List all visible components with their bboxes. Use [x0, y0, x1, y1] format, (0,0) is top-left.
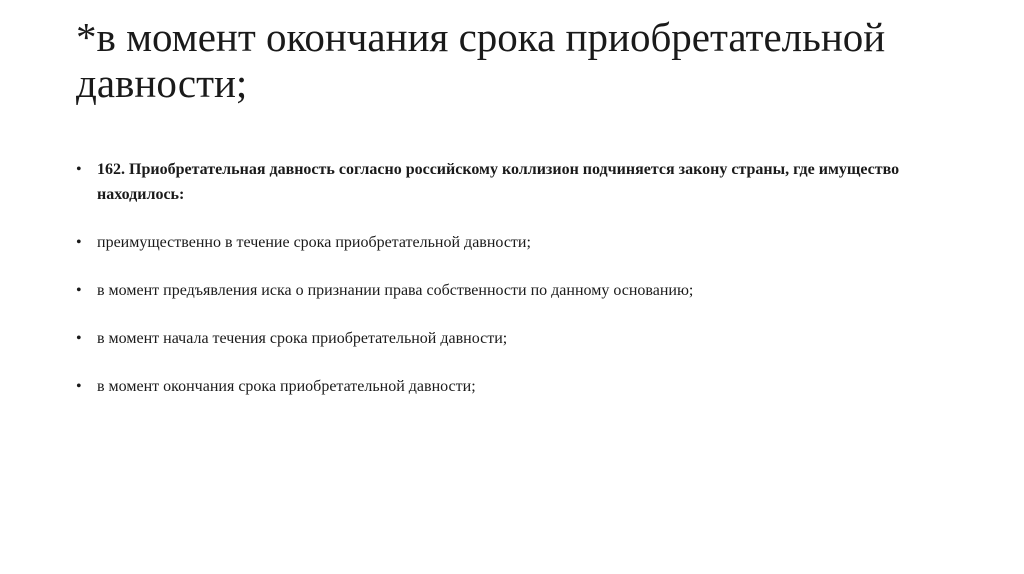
- bullet-icon: •: [76, 161, 82, 178]
- answer-option-text: в момент окончания срока приобретательной давности;: [97, 378, 476, 395]
- answer-option-text: в момент начала течения срока приобретательной давности;: [97, 330, 508, 347]
- answer-option-text: преимущественно в течение срока приобретательной давности;: [97, 234, 531, 251]
- answer-option: [76, 230, 956, 255]
- bullet-icon: •: [76, 378, 82, 395]
- bullet-icon: •: [76, 282, 82, 299]
- answer-option: [76, 278, 956, 303]
- bullet-icon: •: [76, 330, 82, 347]
- answer-option: [76, 326, 956, 351]
- question-text: 162. Приобретательная давность согласно российскому коллизион подчиняется закону страны, где имущество находилось:: [97, 161, 900, 203]
- question-item: [76, 157, 956, 207]
- answer-option-text: в момент предъявления иска о признании права собственности по данному основанию;: [97, 282, 694, 299]
- answer-option: [76, 374, 956, 399]
- bullet-list: [76, 157, 956, 422]
- slide-title: *в момент окончания срока приобретательной давности;: [76, 14, 886, 106]
- bullet-icon: •: [76, 234, 82, 251]
